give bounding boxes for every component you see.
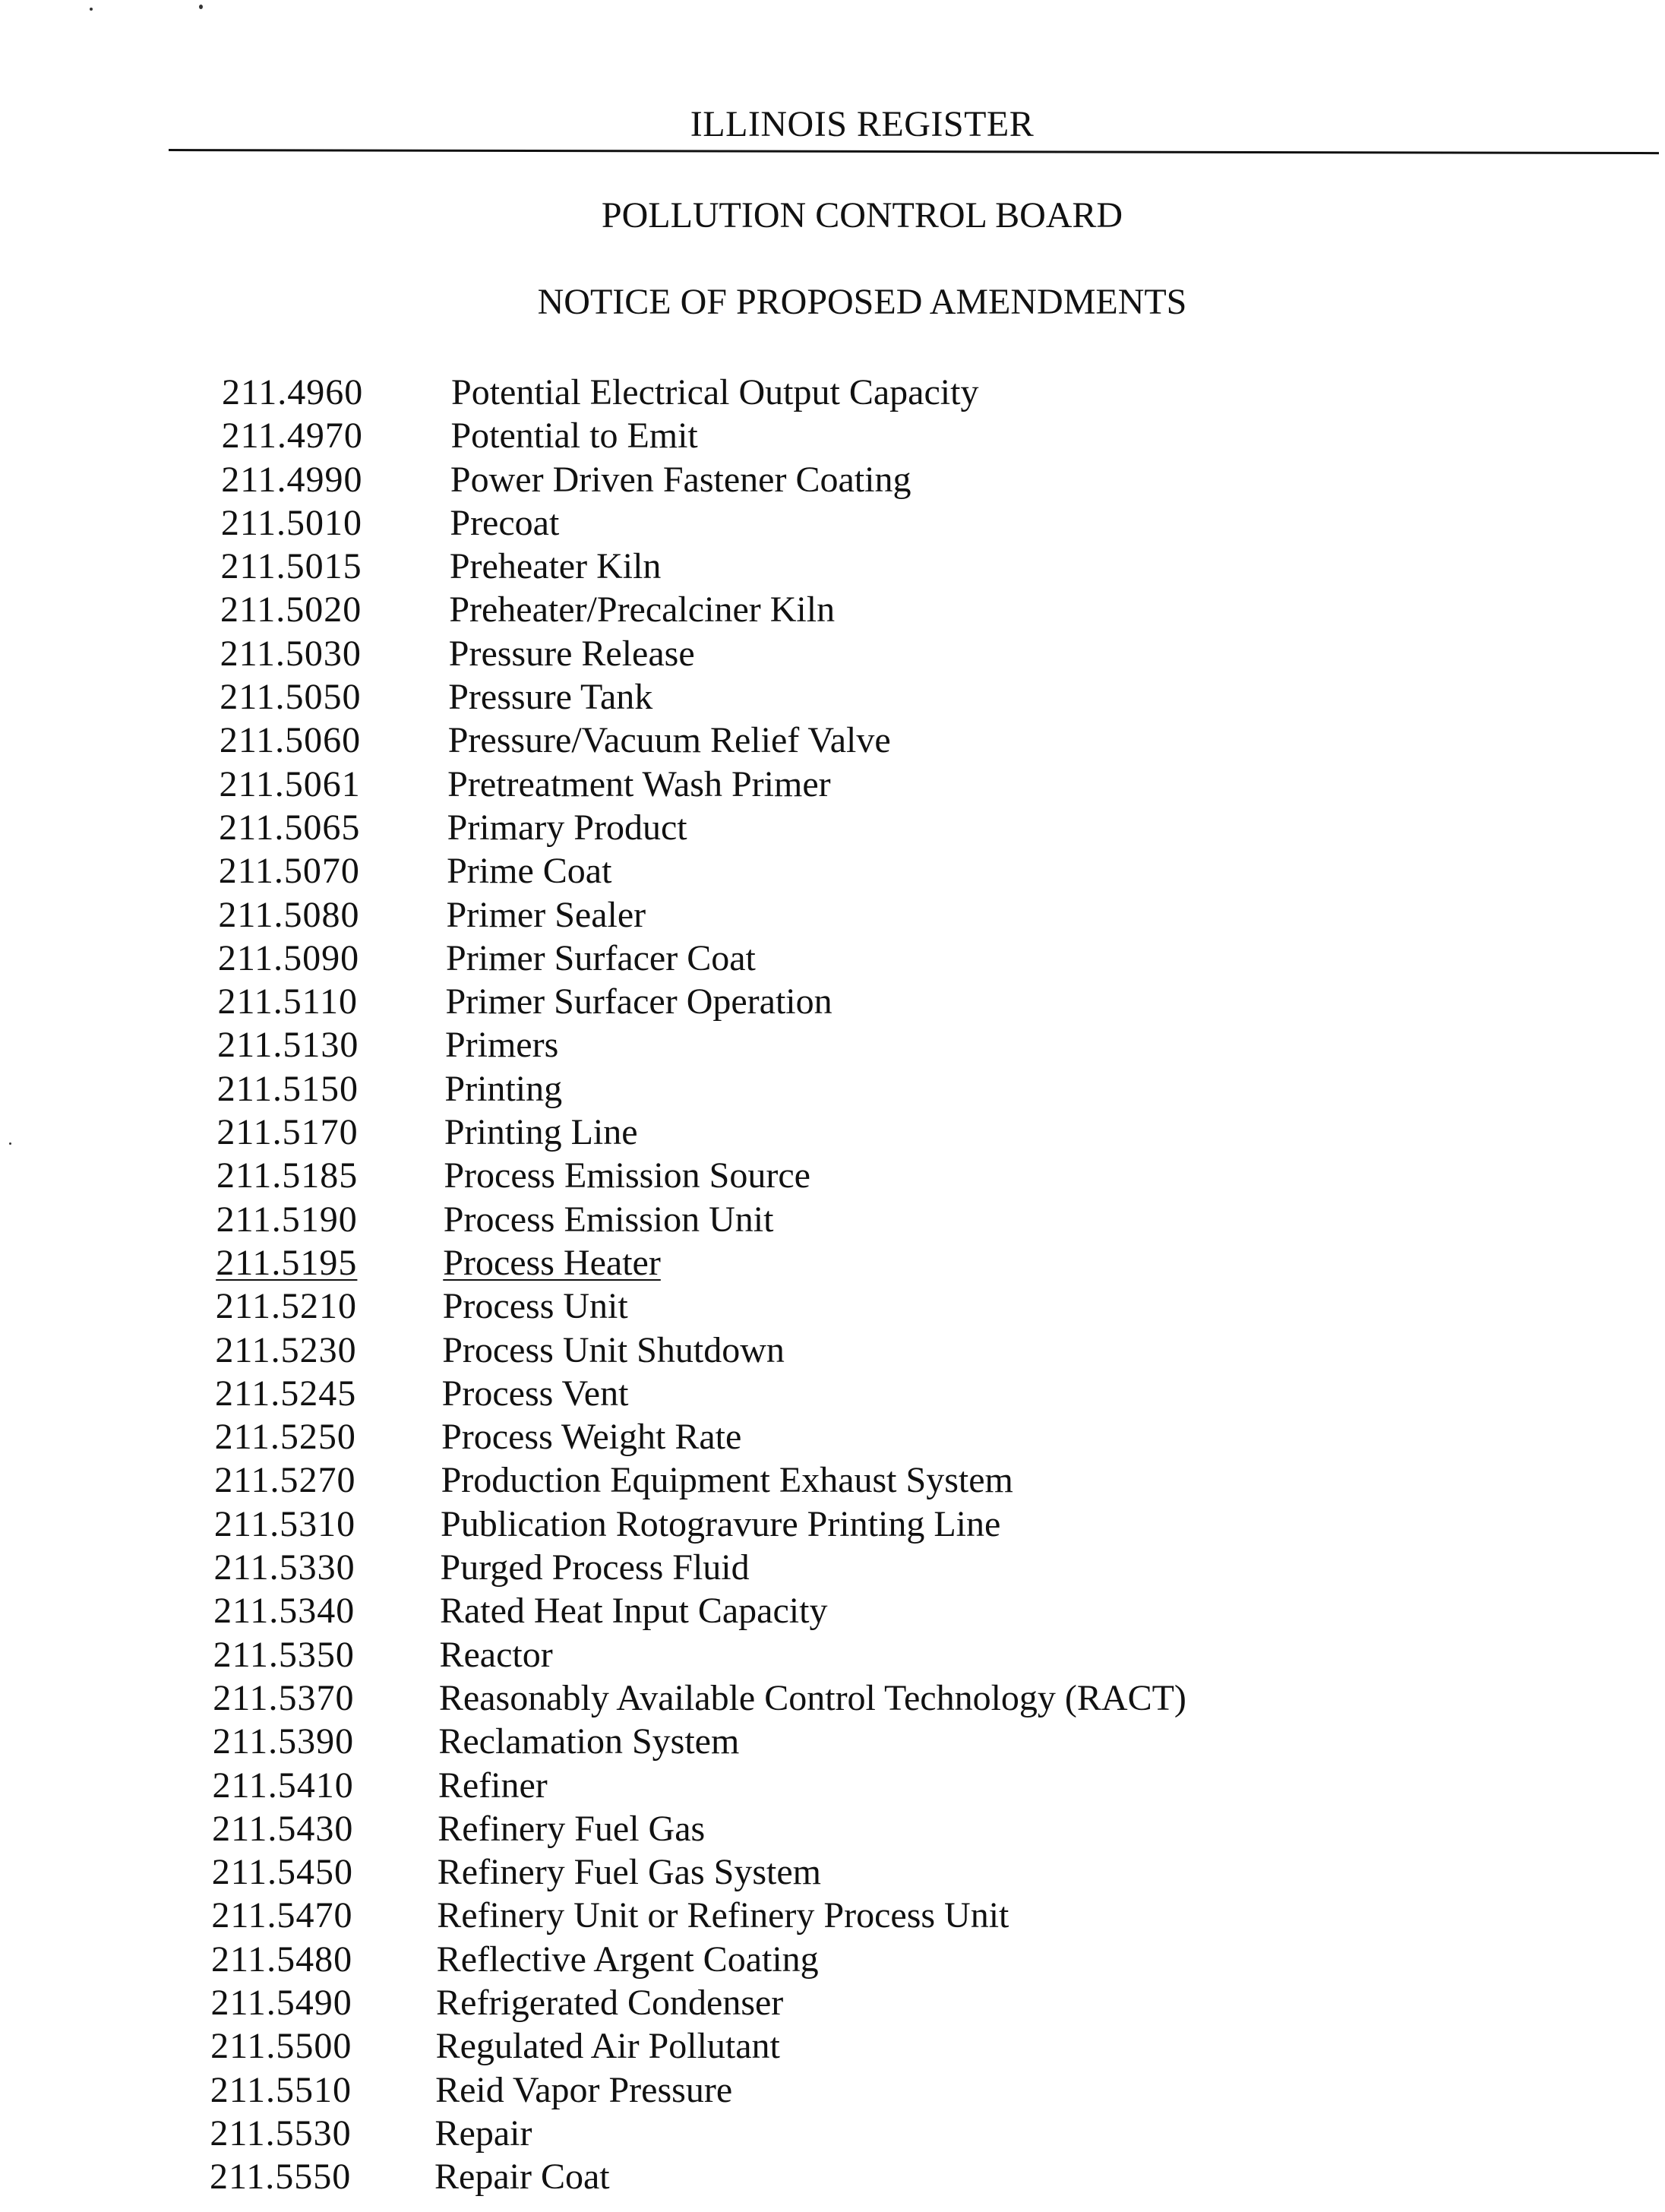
section-number: 211.5490: [210, 1982, 352, 2023]
section-row: [0, 1850, 1665, 1894]
section-title: Production Equipment Exhaust System: [441, 1460, 1013, 1501]
section-number: 211.5245: [215, 1373, 357, 1414]
register-title: ILLINOIS REGISTER: [690, 104, 1035, 144]
section-title: Refiner: [438, 1765, 548, 1806]
section-title: Pressure Tank: [448, 677, 653, 718]
section-number: 211.5530: [210, 2112, 352, 2154]
section-number: 211.5410: [212, 1765, 354, 1806]
section-number: 211.5430: [212, 1808, 354, 1849]
section-title: Preheater Kiln: [449, 546, 662, 587]
section-number: 211.5190: [216, 1199, 358, 1240]
section-row: [0, 1938, 1665, 1981]
section-number: 211.5130: [217, 1025, 359, 1066]
section-row: [0, 1067, 1665, 1111]
section-row: [0, 414, 1665, 457]
section-title: Pretreatment Wash Primer: [447, 763, 831, 804]
section-row: [0, 1633, 1665, 1676]
section-row: [0, 458, 1665, 501]
section-number: 211.5185: [216, 1155, 359, 1196]
section-number: 211.5061: [219, 763, 361, 804]
section-title: Purged Process Fluid: [440, 1547, 750, 1588]
section-number: 211.5020: [220, 589, 362, 630]
section-number: 211.5270: [214, 1460, 356, 1501]
section-number: 211.5500: [210, 2026, 352, 2067]
section-title: Reclamation System: [438, 1721, 740, 1762]
section-row: [0, 806, 1665, 849]
section-title: Refrigerated Condenser: [436, 1982, 784, 2023]
section-row: [0, 719, 1665, 762]
section-row: [0, 1285, 1665, 1328]
section-row: [0, 1458, 1665, 1502]
section-number: 211.4990: [221, 459, 363, 500]
section-title: Process Emission Unit: [443, 1199, 774, 1240]
section-title: Publication Rotogravure Printing Line: [441, 1503, 1001, 1544]
section-row: [0, 1720, 1665, 1763]
section-title: Prime Coat: [447, 851, 612, 892]
section-number: 211.5010: [220, 502, 363, 543]
section-row: [0, 2024, 1665, 2068]
section-list: [0, 371, 1665, 2198]
section-title: Refinery Unit or Refinery Process Unit: [437, 1895, 1009, 1936]
section-title: Power Driven Fastener Coating: [450, 459, 911, 500]
section-number: 211.5195: [216, 1242, 358, 1283]
section-number: 211.5090: [217, 937, 360, 978]
section-number: 211.5250: [214, 1417, 356, 1458]
section-title: Process Vent: [441, 1373, 629, 1414]
header-rule: [169, 149, 1659, 154]
section-row: [0, 371, 1665, 414]
section-row: [0, 1894, 1665, 1937]
scan-speck: [199, 5, 203, 9]
section-number: 211.4960: [222, 372, 364, 412]
section-title: Pressure/Vacuum Relief Valve: [447, 720, 891, 761]
section-title: Printing: [444, 1068, 563, 1109]
section-row: [0, 893, 1665, 937]
section-title: Potential Electrical Output Capacity: [451, 372, 979, 412]
section-row: [0, 1241, 1665, 1285]
section-title: Pressure Release: [448, 633, 695, 674]
section-number: 211.5065: [219, 807, 361, 848]
section-number: 211.5110: [217, 981, 358, 1022]
section-number: 211.5390: [212, 1721, 355, 1762]
section-row: [0, 2155, 1665, 2198]
notice-type: NOTICE OF PROPOSED AMENDMENTS: [537, 282, 1187, 322]
section-title: Refinery Fuel Gas: [438, 1808, 706, 1849]
section-row: [0, 849, 1665, 893]
section-row: [0, 1023, 1665, 1066]
section-number: 211.5070: [218, 851, 360, 892]
board-name: POLLUTION CONTROL BOARD: [601, 195, 1123, 235]
section-number: 211.5470: [211, 1895, 353, 1936]
section-row: [0, 1546, 1665, 1589]
section-row: [0, 1372, 1665, 1415]
section-title: Reasonably Available Control Technology (RACT): [438, 1677, 1186, 1718]
section-title: Primer Sealer: [446, 894, 646, 935]
section-title: Repair: [434, 2112, 532, 2154]
section-title: Primer Surfacer Coat: [446, 937, 756, 978]
section-row: [0, 1503, 1665, 1546]
section-number: 211.5050: [220, 677, 362, 718]
section-title: Reid Vapor Pressure: [435, 2069, 733, 2110]
section-number: 211.5210: [215, 1286, 358, 1327]
section-title: Process Heater: [443, 1242, 661, 1283]
section-title: Regulated Air Pollutant: [435, 2026, 780, 2067]
section-row: [0, 1981, 1665, 2024]
section-title: Potential to Emit: [450, 416, 698, 457]
section-row: [0, 1764, 1665, 1807]
section-title: Primary Product: [447, 807, 687, 848]
section-title: Process Unit Shutdown: [442, 1329, 785, 1370]
section-number: 211.5550: [210, 2157, 352, 2198]
scan-speck: [90, 8, 93, 11]
section-title: Process Weight Rate: [441, 1417, 742, 1458]
section-title: Precoat: [450, 502, 560, 543]
section-number: 211.5015: [220, 546, 362, 587]
section-row: [0, 763, 1665, 806]
section-title: Preheater/Precalciner Kiln: [449, 589, 836, 630]
section-row: [0, 1198, 1665, 1241]
section-title: Primers: [444, 1025, 559, 1066]
section-row: [0, 2068, 1665, 2112]
section-title: Reflective Argent Coating: [436, 1939, 819, 1980]
section-number: 211.5450: [211, 1852, 353, 1893]
section-row: [0, 1807, 1665, 1850]
section-number: 211.5480: [210, 1939, 353, 1980]
section-number: 211.5310: [213, 1503, 356, 1544]
section-row: [0, 2112, 1665, 2155]
section-row: [0, 632, 1665, 675]
section-number: 211.5170: [216, 1112, 359, 1153]
section-title: Process Emission Source: [444, 1155, 810, 1196]
section-number: 211.5080: [218, 894, 360, 935]
section-number: 211.5030: [220, 633, 362, 674]
section-row: [0, 937, 1665, 980]
section-number: 211.5340: [213, 1591, 355, 1632]
section-number: 211.5150: [216, 1068, 359, 1109]
section-number: 211.5510: [210, 2069, 352, 2110]
section-title: Reactor: [439, 1634, 553, 1675]
section-number: 211.4970: [221, 416, 363, 457]
section-row: [0, 675, 1665, 719]
section-row: [0, 545, 1665, 588]
section-title: Printing Line: [444, 1112, 638, 1153]
section-title: Rated Heat Input Capacity: [439, 1591, 828, 1632]
section-number: 211.5350: [213, 1634, 355, 1675]
section-number: 211.5060: [219, 720, 362, 761]
section-row: [0, 588, 1665, 631]
section-row: [0, 980, 1665, 1023]
section-number: 211.5370: [213, 1677, 355, 1718]
section-row: [0, 1415, 1665, 1458]
section-title: Primer Surfacer Operation: [445, 981, 832, 1022]
section-row: [0, 1329, 1665, 1372]
section-number: 211.5330: [213, 1547, 355, 1588]
section-row: [0, 1111, 1665, 1154]
section-title: Process Unit: [442, 1286, 628, 1327]
section-number: 211.5230: [215, 1329, 357, 1370]
section-row: [0, 1154, 1665, 1197]
section-row: [0, 1589, 1665, 1632]
section-title: Repair Coat: [434, 2157, 610, 2198]
section-title: Refinery Fuel Gas System: [437, 1852, 822, 1893]
section-row: [0, 1676, 1665, 1720]
section-row: [0, 501, 1665, 545]
